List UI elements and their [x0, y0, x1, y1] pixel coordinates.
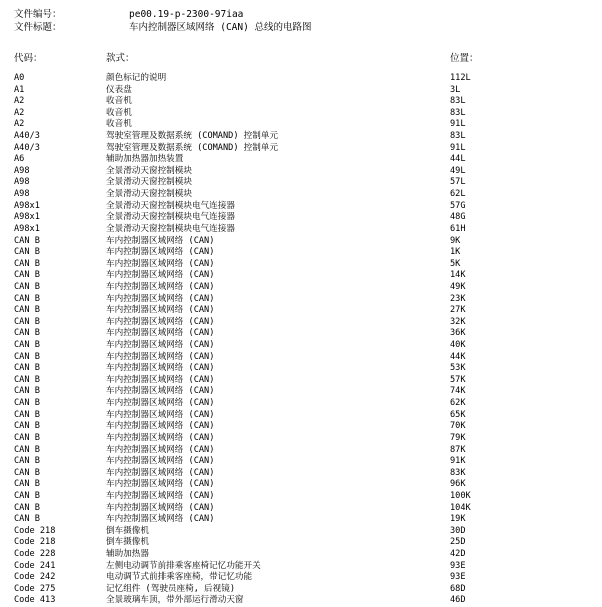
item-description: 驾驶室管理及数据系统 (COMAND) 控制单元 [106, 142, 279, 153]
item-description: 收音机 [106, 119, 132, 130]
component-list [0, 73, 602, 607]
item-position: 93E [450, 572, 466, 583]
item-description: 车内控制器区域网络 (CAN) [106, 479, 215, 490]
column-header-code: 代码： [14, 53, 43, 64]
list-item [0, 514, 602, 526]
list-item [0, 468, 602, 480]
item-code: CAN B [14, 258, 40, 269]
item-code: A6 [14, 154, 25, 165]
item-position: 30D [450, 525, 466, 536]
item-code: CAN B [14, 247, 40, 258]
item-position: 57K [450, 374, 466, 385]
list-item [0, 421, 602, 433]
item-code: CAN B [14, 363, 40, 374]
item-position: 27K [450, 305, 466, 316]
item-code: CAN B [14, 398, 40, 409]
item-code: CAN B [14, 374, 40, 385]
item-position: 83L [450, 131, 466, 142]
item-position: 65K [450, 409, 466, 420]
list-item [0, 595, 602, 607]
item-position: 74K [450, 386, 466, 397]
document-number-value: pe00.19-p-2300-97iaa [129, 9, 244, 20]
item-position: 79K [450, 432, 466, 443]
item-position: 49L [450, 165, 466, 176]
item-position: 104K [450, 502, 471, 513]
list-item [0, 549, 602, 561]
item-description: 车内控制器区域网络 (CAN) [106, 363, 215, 374]
item-description: 车内控制器区域网络 (CAN) [106, 421, 215, 432]
list-item [0, 85, 602, 97]
list-item [0, 131, 602, 143]
item-code: CAN B [14, 305, 40, 316]
item-code: CAN B [14, 514, 40, 525]
item-code: A98x1 [14, 200, 40, 211]
item-code: A0 [14, 73, 25, 83]
item-code: A98 [14, 165, 30, 176]
item-description: 车内控制器区域网络 (CAN) [106, 340, 215, 351]
item-code: CAN B [14, 293, 40, 304]
item-code: CAN B [14, 456, 40, 467]
list-item [0, 433, 602, 445]
item-code: CAN B [14, 235, 40, 246]
item-position: 62L [450, 189, 466, 200]
item-description: 车内控制器区域网络 (CAN) [106, 247, 215, 258]
column-header-position: 位置： [450, 53, 479, 64]
item-position: 83L [450, 107, 466, 118]
item-code: CAN B [14, 281, 40, 292]
item-description: 车内控制器区域网络 (CAN) [106, 328, 215, 339]
list-item [0, 212, 602, 224]
list-item [0, 317, 602, 329]
item-code: CAN B [14, 316, 40, 327]
list-item [0, 386, 602, 398]
item-code: CAN B [14, 490, 40, 501]
item-description: 倒车摄像机 [106, 537, 149, 548]
item-position: 46D [450, 595, 466, 606]
document-title-label: 文件标题： [14, 22, 62, 33]
item-description: 全景滑动天窗控制模块 [106, 177, 192, 188]
item-description: 辅助加热器加热装置 [106, 154, 184, 165]
item-position: 40K [450, 340, 466, 351]
list-item [0, 189, 602, 201]
list-item [0, 503, 602, 515]
item-description: 车内控制器区域网络 (CAN) [106, 502, 215, 513]
list-item [0, 236, 602, 248]
item-code: CAN B [14, 479, 40, 490]
item-description: 倒车摄像机 [106, 525, 149, 536]
item-code: A98x1 [14, 223, 40, 234]
item-code: CAN B [14, 386, 40, 397]
item-description: 车内控制器区域网络 (CAN) [106, 409, 215, 420]
item-position: 112L [450, 73, 471, 83]
list-item [0, 584, 602, 596]
item-code: CAN B [14, 409, 40, 420]
list-item [0, 270, 602, 282]
item-position: 57L [450, 177, 466, 188]
item-code: Code 241 [14, 560, 56, 571]
item-position: 25D [450, 537, 466, 548]
item-code: A98 [14, 177, 30, 188]
item-description: 全景滑动天窗控制模块电气连接器 [106, 212, 235, 223]
item-code: Code 228 [14, 548, 56, 559]
item-position: 83K [450, 467, 466, 478]
item-code: Code 218 [14, 537, 56, 548]
item-description: 全景滑动天窗控制模块电气连接器 [106, 223, 235, 234]
item-position: 42D [450, 548, 466, 559]
item-code: CAN B [14, 467, 40, 478]
item-description: 收音机 [106, 96, 132, 107]
item-code: Code 413 [14, 595, 56, 606]
item-description: 车内控制器区域网络 (CAN) [106, 235, 215, 246]
item-position: 93E [450, 560, 466, 571]
item-description: 车内控制器区域网络 (CAN) [106, 386, 215, 397]
item-description: 全景滑动天窗控制模块电气连接器 [106, 200, 235, 211]
item-position: 62K [450, 398, 466, 409]
list-item [0, 375, 602, 387]
item-description: 车内控制器区域网络 (CAN) [106, 444, 215, 455]
item-description: 全景滑动天窗控制模块 [106, 189, 192, 200]
item-position: 68D [450, 583, 466, 594]
item-code: A1 [14, 84, 25, 95]
item-position: 57G [450, 200, 466, 211]
item-code: Code 218 [14, 525, 56, 536]
item-position: 61H [450, 223, 466, 234]
list-item [0, 224, 602, 236]
document-number-label: 文件编号： [14, 9, 62, 20]
item-position: 19K [450, 514, 466, 525]
item-description: 全景玻璃车顶，带外部运行滑动天窗 [106, 595, 244, 606]
list-item [0, 294, 602, 306]
item-code: A2 [14, 96, 25, 107]
list-item [0, 154, 602, 166]
item-position: 70K [450, 421, 466, 432]
item-code: CAN B [14, 432, 40, 443]
item-description: 车内控制器区域网络 (CAN) [106, 281, 215, 292]
item-description: 车内控制器区域网络 (CAN) [106, 316, 215, 327]
item-position: 49K [450, 281, 466, 292]
list-item [0, 456, 602, 468]
item-code: A40/3 [14, 142, 40, 153]
item-code: CAN B [14, 502, 40, 513]
item-position: 5K [450, 258, 461, 269]
item-code: CAN B [14, 340, 40, 351]
item-code: CAN B [14, 421, 40, 432]
list-item [0, 572, 602, 584]
item-code: Code 275 [14, 583, 56, 594]
item-description: 车内控制器区域网络 (CAN) [106, 374, 215, 385]
item-code: CAN B [14, 270, 40, 281]
item-description: 辅助加热器 [106, 548, 149, 559]
list-item [0, 305, 602, 317]
item-description: 车内控制器区域网络 (CAN) [106, 270, 215, 281]
item-position: 44K [450, 351, 466, 362]
list-item [0, 363, 602, 375]
item-code: Code 242 [14, 572, 56, 583]
item-code: CAN B [14, 351, 40, 362]
item-position: 91L [450, 119, 466, 130]
list-item [0, 177, 602, 189]
list-item [0, 108, 602, 120]
column-header-description: 款式： [106, 53, 135, 64]
item-code: CAN B [14, 444, 40, 455]
item-code: A40/3 [14, 131, 40, 142]
item-position: 32K [450, 316, 466, 327]
list-item [0, 340, 602, 352]
list-item [0, 166, 602, 178]
item-position: 36K [450, 328, 466, 339]
list-item [0, 561, 602, 573]
list-item [0, 328, 602, 340]
item-description: 车内控制器区域网络 (CAN) [106, 258, 215, 269]
item-description: 电动调节式前排乘客座椅，带记忆功能 [106, 572, 253, 583]
item-position: 3L [450, 84, 461, 95]
item-position: 53K [450, 363, 466, 374]
list-item [0, 410, 602, 422]
list-item [0, 96, 602, 108]
list-item [0, 537, 602, 549]
list-item [0, 73, 602, 85]
item-position: 44L [450, 154, 466, 165]
list-item [0, 352, 602, 364]
item-description: 车内控制器区域网络 (CAN) [106, 293, 215, 304]
item-description: 车内控制器区域网络 (CAN) [106, 305, 215, 316]
list-item [0, 479, 602, 491]
item-position: 14K [450, 270, 466, 281]
list-item [0, 119, 602, 131]
item-description: 车内控制器区域网络 (CAN) [106, 514, 215, 525]
item-description: 车内控制器区域网络 (CAN) [106, 398, 215, 409]
list-item [0, 398, 602, 410]
list-item [0, 143, 602, 155]
item-position: 9K [450, 235, 461, 246]
item-description: 车内控制器区域网络 (CAN) [106, 467, 215, 478]
item-position: 91K [450, 456, 466, 467]
item-description: 全景滑动天窗控制模块 [106, 165, 192, 176]
item-description: 左侧电动调节前排乘客座椅记忆功能开关 [106, 560, 261, 571]
item-description: 收音机 [106, 107, 132, 118]
list-item [0, 247, 602, 259]
item-position: 23K [450, 293, 466, 304]
list-item [0, 526, 602, 538]
item-description: 仪表盘 [106, 84, 132, 95]
item-position: 87K [450, 444, 466, 455]
item-position: 1K [450, 247, 461, 258]
item-description: 驾驶室管理及数据系统 (COMAND) 控制单元 [106, 131, 279, 142]
item-code: A2 [14, 119, 25, 130]
item-description: 车内控制器区域网络 (CAN) [106, 351, 215, 362]
document-title-value: 车内控制器区域网络 (CAN) 总线的电路图 [129, 22, 312, 33]
item-description: 车内控制器区域网络 (CAN) [106, 490, 215, 501]
item-position: 83L [450, 96, 466, 107]
item-description: 车内控制器区域网络 (CAN) [106, 432, 215, 443]
item-position: 91L [450, 142, 466, 153]
item-code: CAN B [14, 328, 40, 339]
list-item [0, 259, 602, 271]
item-position: 100K [450, 490, 471, 501]
item-description: 车内控制器区域网络 (CAN) [106, 456, 215, 467]
item-description: 记忆组件 (驾驶员座椅, 后视镜) [106, 583, 235, 594]
list-item [0, 491, 602, 503]
list-item [0, 201, 602, 213]
item-code: A98x1 [14, 212, 40, 223]
item-code: A98 [14, 189, 30, 200]
item-description: 颜色标记的说明 [106, 73, 167, 83]
list-item [0, 445, 602, 457]
item-position: 96K [450, 479, 466, 490]
item-position: 48G [450, 212, 466, 223]
item-code: A2 [14, 107, 25, 118]
list-item [0, 282, 602, 294]
